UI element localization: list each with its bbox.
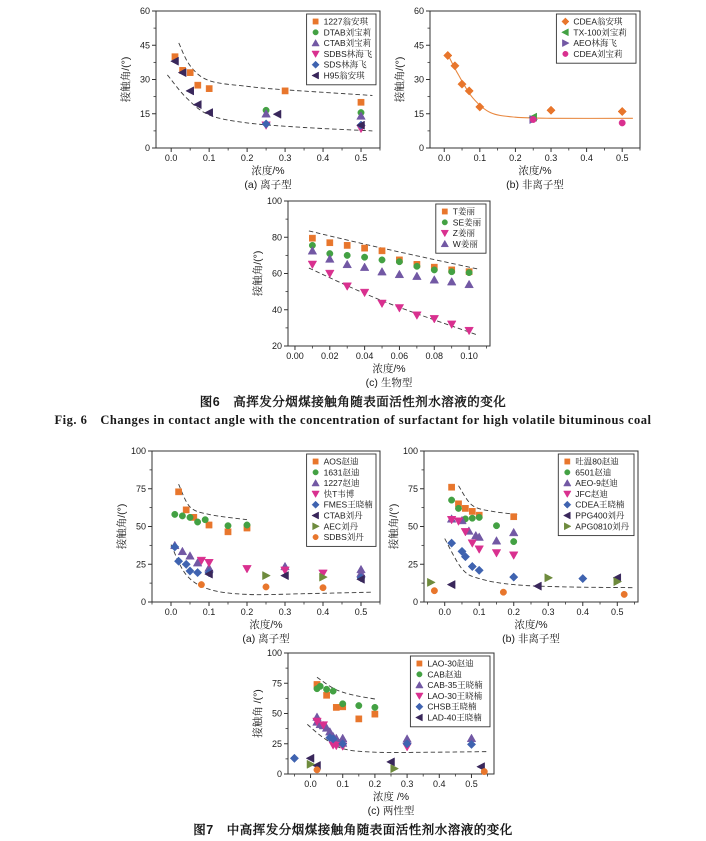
svg-text:75: 75 (407, 483, 418, 494)
svg-text:AOS赵迪: AOS赵迪 (323, 456, 359, 467)
svg-text:80: 80 (271, 232, 282, 243)
svg-text:45: 45 (413, 40, 424, 51)
series-6 (427, 574, 621, 587)
svg-text:JFC赵迪: JFC赵迪 (575, 488, 608, 499)
svg-text:0.3: 0.3 (278, 153, 292, 163)
y-axis (403, 446, 424, 607)
svg-text:15: 15 (413, 108, 424, 119)
svg-text:100: 100 (266, 648, 282, 658)
svg-text:60: 60 (413, 6, 424, 16)
svg-text:0.3: 0.3 (400, 779, 414, 789)
legend (558, 454, 634, 536)
series-3 (197, 557, 327, 577)
y-axis-label: 接触角/(°) (252, 250, 264, 297)
svg-text:0.5: 0.5 (615, 153, 629, 163)
svg-text:0.1: 0.1 (202, 153, 216, 163)
svg-text:0.2: 0.2 (240, 153, 254, 163)
series-0 (449, 484, 517, 520)
svg-text:0.10: 0.10 (460, 351, 478, 361)
svg-text:15: 15 (139, 108, 150, 119)
svg-text:0.4: 0.4 (580, 153, 593, 163)
svg-text:SDBS林海飞: SDBS林海飞 (323, 48, 373, 59)
y-axis-label: 接触角 /(°) (252, 689, 264, 738)
chart-fig7c-amphoteric (250, 646, 504, 818)
series-3 (262, 122, 366, 133)
series-7 (198, 581, 326, 591)
svg-text:DTAB刘宝莉: DTAB刘宝莉 (323, 27, 372, 38)
svg-text:吐温80赵迪: 吐温80赵迪 (575, 456, 619, 467)
svg-text:0.0: 0.0 (164, 153, 178, 163)
svg-text:0: 0 (412, 597, 418, 607)
svg-text:40: 40 (271, 304, 282, 315)
svg-text:FMES王晓楠: FMES王晓楠 (323, 499, 373, 510)
x-axis-label: 浓度/% (514, 619, 548, 631)
y-axis-label: 接触角/(°) (116, 503, 128, 550)
svg-text:60: 60 (271, 268, 282, 279)
y-axis (414, 6, 430, 153)
svg-text:0.5: 0.5 (611, 607, 624, 617)
svg-text:PPG400刘丹: PPG400刘丹 (575, 510, 625, 521)
svg-text:TX-100刘宝莉: TX-100刘宝莉 (573, 27, 627, 38)
svg-text:0.5: 0.5 (354, 153, 368, 163)
svg-text:30: 30 (413, 74, 424, 85)
svg-text:0: 0 (140, 597, 146, 607)
svg-text:0.4: 0.4 (576, 607, 590, 617)
curve-0 (448, 54, 633, 118)
subplot-title: (b) 非离子型 (502, 633, 560, 645)
x-axis-label: 浓度 /% (372, 791, 410, 803)
series-0 (314, 681, 378, 722)
series-3 (447, 516, 518, 559)
svg-text:50: 50 (271, 708, 282, 719)
legend (436, 204, 486, 253)
subplot-title: (a) 离子型 (244, 179, 292, 191)
svg-text:0.4: 0.4 (316, 607, 330, 617)
svg-text:CTAB刘宝莉: CTAB刘宝莉 (323, 38, 372, 49)
svg-text:0.1: 0.1 (202, 607, 216, 617)
legend (556, 14, 636, 63)
svg-text:LAO-30王晓楠: LAO-30王晓楠 (427, 690, 483, 701)
svg-text:75: 75 (135, 483, 146, 494)
y-axis (267, 196, 288, 351)
svg-text:0: 0 (144, 143, 150, 153)
x-axis (286, 346, 486, 361)
svg-text:CAB赵迪: CAB赵迪 (427, 669, 462, 680)
svg-text:25: 25 (135, 559, 146, 570)
svg-text:0.1: 0.1 (472, 607, 486, 617)
svg-text:100: 100 (130, 446, 146, 456)
svg-text:0.2: 0.2 (368, 779, 382, 789)
y-axis-label: 接触角/(°) (388, 503, 400, 550)
svg-text:CDEA王晓楠: CDEA王晓楠 (575, 499, 625, 510)
x-axis-label: 浓度/% (518, 165, 552, 177)
legend (307, 454, 376, 546)
x-axis-label: 浓度/% (372, 363, 406, 375)
x-axis (438, 148, 640, 163)
svg-text:快T韦博: 快T韦博 (323, 488, 355, 499)
x-axis-label: 浓度/% (251, 165, 285, 177)
svg-text:CDEA刘宝莉: CDEA刘宝莉 (573, 48, 623, 59)
svg-text:1227赵迪: 1227赵迪 (323, 478, 360, 489)
svg-text:W姜丽: W姜丽 (452, 238, 478, 249)
y-axis (131, 446, 152, 607)
svg-text:0.5: 0.5 (354, 607, 368, 617)
svg-text:0.4: 0.4 (433, 779, 446, 789)
y-axis (140, 6, 156, 153)
svg-text:0.04: 0.04 (355, 351, 374, 361)
svg-text:AEC刘丹: AEC刘丹 (323, 521, 359, 532)
y-axis (267, 648, 288, 779)
svg-text:0.5: 0.5 (465, 779, 478, 789)
svg-text:45: 45 (139, 40, 150, 51)
y-axis-label: 接触角/(°) (394, 56, 406, 103)
svg-text:0.08: 0.08 (425, 351, 444, 361)
chart-fig7a-ionic (114, 444, 390, 646)
svg-text:100: 100 (266, 196, 282, 206)
x-axis-label: 浓度/% (249, 619, 283, 631)
chart-fig6b-nonionic (392, 4, 650, 192)
series-4 (290, 734, 476, 763)
chart-fig7b-nonionic (386, 444, 648, 646)
svg-text:0.00: 0.00 (286, 351, 304, 361)
figure6-caption-en: Fig. 6 Changes in contact angle with the concentration of surfactant for high volatile bituminous coal (54, 413, 652, 427)
svg-text:0.3: 0.3 (544, 153, 558, 163)
svg-text:CTAB刘丹: CTAB刘丹 (323, 510, 363, 521)
x-axis (427, 602, 634, 617)
svg-text:0.0: 0.0 (437, 153, 451, 163)
svg-text:20: 20 (271, 341, 282, 351)
legend (410, 656, 490, 727)
subplot-title: (a) 离子型 (242, 633, 290, 645)
svg-text:AEO-9赵迪: AEO-9赵迪 (575, 478, 618, 489)
svg-text:AEO林海飞: AEO林海飞 (573, 38, 617, 49)
svg-text:25: 25 (407, 559, 418, 570)
svg-text:75: 75 (271, 678, 282, 689)
svg-text:1631赵迪: 1631赵迪 (323, 467, 360, 478)
svg-text:0.2: 0.2 (240, 607, 254, 617)
svg-text:0.1: 0.1 (473, 153, 487, 163)
svg-text:30: 30 (139, 74, 150, 85)
svg-text:T姜丽: T姜丽 (452, 206, 476, 217)
svg-text:0: 0 (276, 769, 282, 779)
chart-fig6c-biological (250, 194, 500, 390)
svg-text:SDBS刘丹: SDBS刘丹 (323, 532, 364, 543)
svg-text:LAD-40王晓楠: LAD-40王晓楠 (427, 712, 482, 723)
y-axis-label: 接触角/(°) (120, 56, 132, 103)
figure7-caption-zh: 图7 中高挥发分烟煤接触角随表面活性剂水溶液的变化 (193, 823, 513, 837)
svg-text:APG0810刘丹: APG0810刘丹 (575, 521, 630, 532)
series-4 (447, 539, 587, 583)
svg-text:LAO-30赵迪: LAO-30赵迪 (427, 658, 474, 669)
svg-text:SDS林海飞: SDS林海飞 (323, 59, 367, 70)
svg-text:25: 25 (271, 738, 282, 749)
svg-text:0.0: 0.0 (164, 607, 178, 617)
x-axis (165, 148, 380, 163)
svg-text:0.1: 0.1 (336, 779, 349, 789)
svg-text:SE姜丽: SE姜丽 (452, 217, 482, 228)
x-axis (294, 774, 487, 789)
svg-text:0: 0 (418, 143, 424, 153)
svg-text:H95翁安琪: H95翁安琪 (323, 70, 365, 81)
svg-text:0.3: 0.3 (542, 607, 555, 617)
svg-text:0.2: 0.2 (509, 153, 522, 163)
svg-text:0.3: 0.3 (278, 607, 292, 617)
svg-text:CDEA翁安琪: CDEA翁安琪 (573, 16, 623, 27)
figure6-caption-zh: 图6 高挥发分烟煤接触角随表面活性剂水溶液的变化 (199, 395, 507, 409)
svg-text:Z姜丽: Z姜丽 (452, 228, 476, 239)
chart-fig6a-ionic (118, 4, 390, 192)
svg-text:0.0: 0.0 (438, 607, 451, 617)
subplot-title: (c) 生物型 (365, 377, 413, 389)
series-7-extra (431, 588, 627, 598)
svg-text:0.2: 0.2 (507, 607, 520, 617)
svg-text:6501赵迪: 6501赵迪 (575, 467, 612, 478)
svg-text:0.0: 0.0 (304, 779, 317, 789)
svg-text:100: 100 (402, 446, 418, 456)
svg-text:0.02: 0.02 (321, 351, 339, 361)
subplot-title: (c) 两性型 (367, 805, 415, 817)
svg-text:50: 50 (407, 521, 418, 532)
legend (307, 14, 376, 85)
svg-text:0.06: 0.06 (390, 351, 409, 361)
series-0 (176, 489, 251, 535)
svg-text:0.4: 0.4 (316, 153, 330, 163)
x-axis (152, 602, 380, 617)
svg-text:60: 60 (139, 6, 150, 16)
subplot-title: (b) 非离子型 (506, 179, 564, 191)
series-6 (263, 572, 328, 582)
svg-text:1227翁安琪: 1227翁安琪 (323, 16, 369, 27)
svg-text:50: 50 (135, 521, 146, 532)
svg-text:CHSB王晓楠: CHSB王晓楠 (427, 701, 477, 712)
svg-text:CAB-35王晓楠: CAB-35王晓楠 (427, 680, 483, 691)
